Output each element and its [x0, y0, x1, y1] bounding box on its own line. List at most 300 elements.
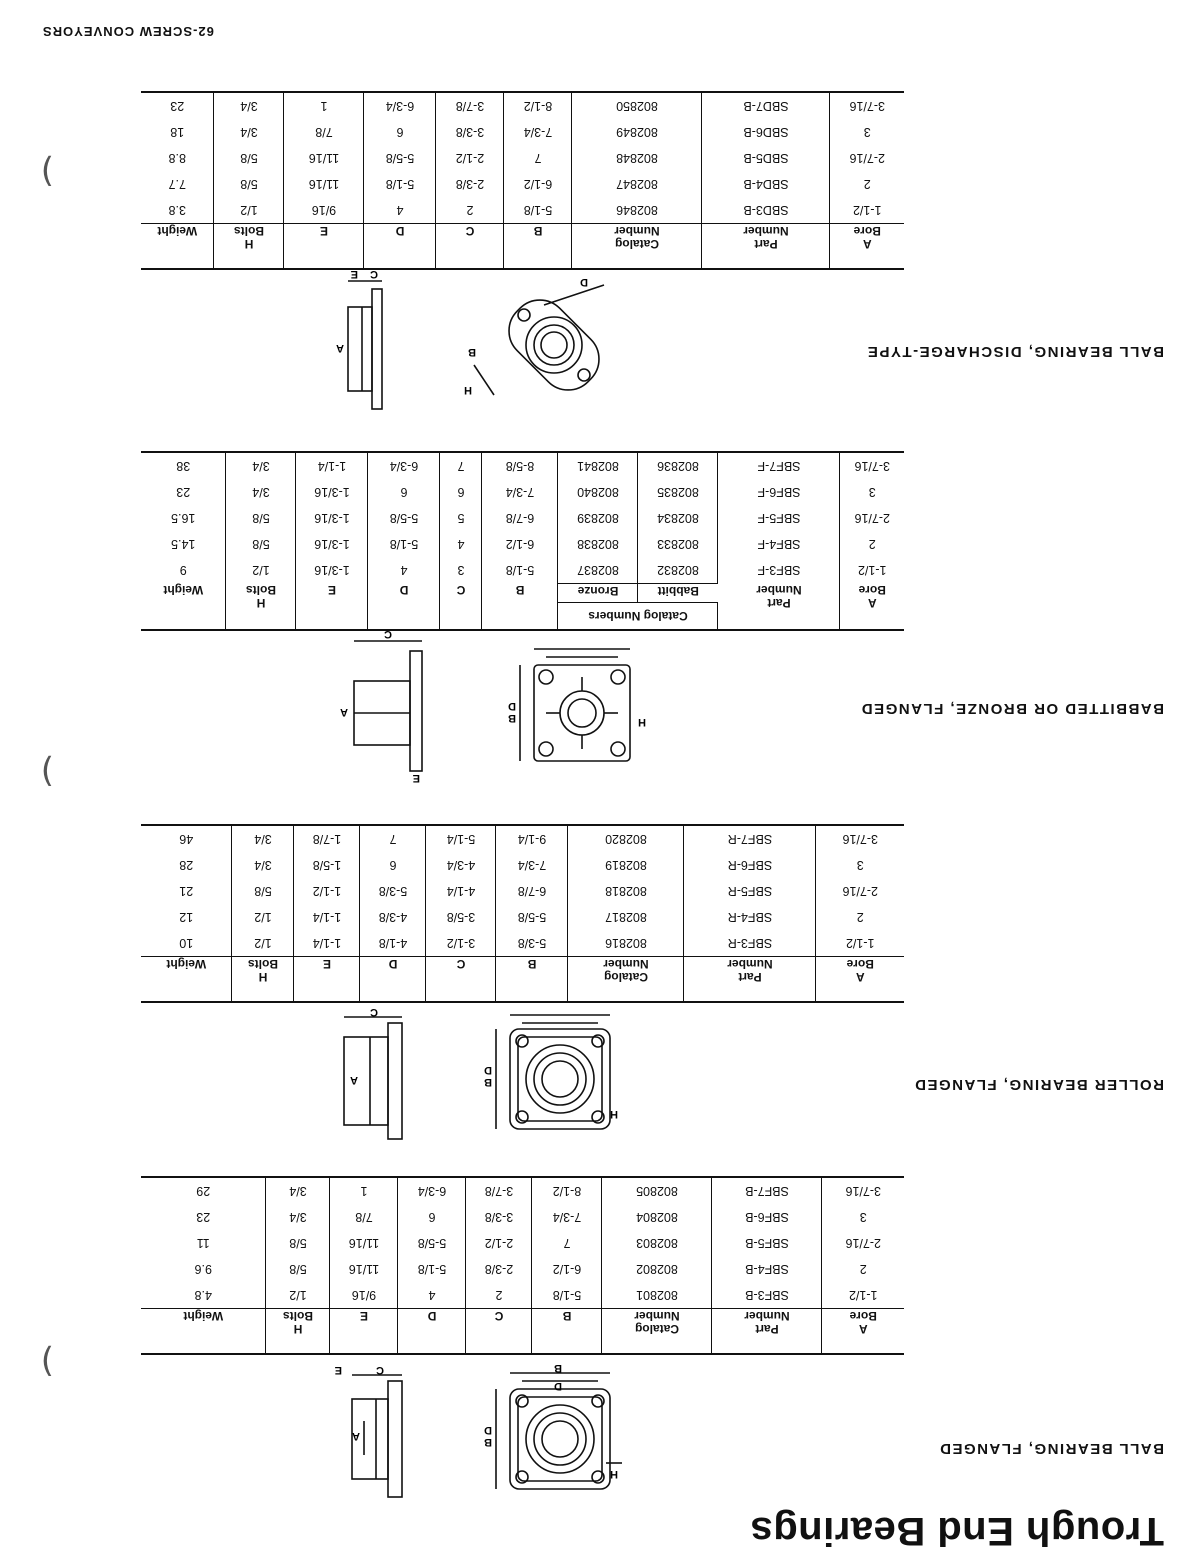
table-cell: 802818	[568, 878, 684, 904]
column-header-line: Weight	[166, 957, 207, 971]
table-cell: 1/2	[214, 197, 284, 224]
column-header	[141, 957, 232, 1003]
column-header-line: Number	[614, 224, 660, 238]
column-header	[840, 584, 904, 631]
column-header-line: Weight	[183, 1309, 224, 1323]
table-cell: 2	[863, 177, 871, 191]
table-row	[141, 1256, 904, 1282]
dimension-label-h: H	[638, 716, 646, 728]
column-header-line: Part	[738, 970, 762, 984]
table-row	[141, 1177, 904, 1204]
table-ball-bearing-discharge-type	[141, 91, 904, 270]
dimension-label-b: B	[484, 1076, 492, 1088]
dimension-label-c: C	[376, 1364, 384, 1376]
column-header	[141, 1309, 266, 1355]
table-row	[141, 505, 904, 531]
table-cell: SBF3-B	[712, 1282, 822, 1309]
table-cell: 4	[368, 557, 440, 584]
table-row	[141, 171, 904, 197]
table-cell: 5-3/8	[360, 878, 426, 904]
table-cell: 2	[466, 1282, 532, 1309]
column-header-line: Catalog	[604, 970, 649, 984]
table-cell: 7-3/4	[504, 119, 572, 145]
table-row	[141, 197, 904, 224]
table-cell: 5-5/8	[368, 505, 440, 531]
table-cell: 5-3/8	[496, 930, 568, 957]
binding-mark: )	[40, 151, 54, 191]
table-cell: SBF3-R	[684, 930, 816, 957]
table-row	[141, 557, 904, 584]
table-cell: 6	[368, 479, 440, 505]
column-header-line: H	[256, 596, 266, 611]
table-cell: 5-1/8	[398, 1256, 466, 1282]
table-cell: 12	[141, 904, 232, 930]
table-cell: 4	[440, 531, 482, 557]
diagram-ball-bearing-flanged	[324, 1362, 618, 1503]
table-cell: SBF4-B	[712, 1256, 822, 1282]
column-header-line: D	[388, 957, 398, 971]
table-cell: 802850	[572, 92, 702, 119]
table-cell: 802805	[602, 1177, 712, 1204]
dimension-label-e: E	[412, 772, 420, 784]
column-header	[284, 224, 364, 270]
table-cell: 6-1/2	[504, 171, 572, 197]
column-header	[141, 584, 226, 631]
table-cell: 7	[504, 145, 572, 171]
column-header-line: A	[858, 1322, 868, 1336]
table-cell: 6-3/4	[368, 452, 440, 479]
column-header	[638, 584, 718, 603]
column-header-line: E	[360, 1309, 369, 1323]
table-cell: 1/2	[266, 1282, 330, 1309]
table-row	[141, 479, 904, 505]
dimension-label-h: H	[610, 1108, 618, 1120]
table-cell: 3/4	[232, 852, 294, 878]
column-header-line: Number	[756, 583, 802, 598]
column-header-line: D	[399, 583, 409, 598]
table-cell: SBF7-F	[718, 452, 840, 479]
table-cell: 6	[364, 119, 436, 145]
table-cell: 8-1/2	[504, 92, 572, 119]
table-cell: 3-7/16	[842, 832, 878, 846]
column-header-line: Bore	[858, 583, 886, 598]
table-cell: 5-1/8	[532, 1282, 602, 1309]
dimension-label-b: B	[508, 712, 516, 724]
section-title-babbitted-or-bronze-flanged: BABBITTED OR BRONZE, FLANGED	[860, 700, 1164, 717]
table-cell: 5	[440, 505, 482, 531]
column-header-line: Bolts	[246, 583, 276, 598]
table-cell: 2	[859, 1262, 867, 1276]
column-header-line: Bolts	[234, 224, 264, 238]
table-cell: 6-7/8	[482, 505, 558, 531]
table-cell: 9.6	[141, 1256, 266, 1282]
column-header	[360, 957, 426, 1003]
table-cell: 4.8	[141, 1282, 266, 1309]
table-cell: 23	[141, 92, 214, 119]
table-cell: SBD3-B	[702, 197, 830, 224]
table-cell: 6	[398, 1204, 466, 1230]
table-cell: 6	[360, 852, 426, 878]
table-cell: 3-3/8	[466, 1204, 532, 1230]
dimension-label-c: C	[370, 1006, 378, 1018]
table-cell: 29	[141, 1177, 266, 1204]
table-cell: 14.5	[141, 531, 226, 557]
table-cell: 3-7/8	[466, 1177, 532, 1204]
column-header	[702, 224, 830, 270]
table-cell: 1-3/16	[296, 531, 368, 557]
table-cell: 2	[868, 537, 876, 551]
column-header-line: Bore	[853, 224, 881, 238]
column-header-line: Bolts	[248, 957, 278, 971]
table-cell: 5/8	[226, 505, 296, 531]
dimension-label-d: D	[484, 1064, 492, 1076]
diagram-ball-bearing-discharge-type	[324, 268, 644, 415]
dimension-label-c: C	[370, 268, 378, 280]
table-cell: 2-1/2	[466, 1230, 532, 1256]
column-group-header: Catalog Numbers	[558, 603, 718, 631]
column-header	[532, 1309, 602, 1355]
table-cell: 4-3/8	[360, 904, 426, 930]
table-cell: 802839	[558, 505, 638, 531]
column-header-line: D	[427, 1309, 437, 1323]
table-cell: 8-5/8	[482, 452, 558, 479]
column-header	[482, 584, 558, 631]
column-header-line: C	[456, 583, 466, 598]
table-cell: 802848	[572, 145, 702, 171]
column-header-line: B	[515, 583, 525, 598]
table-cell: 9-1/4	[496, 825, 568, 852]
table-cell: 3/4	[232, 825, 294, 852]
table-cell: SBF6-F	[718, 479, 840, 505]
table-cell: 2-7/16	[849, 151, 885, 165]
table-cell: SBF5-R	[684, 878, 816, 904]
table-cell: 802816	[568, 930, 684, 957]
column-header-line: Number	[603, 957, 649, 971]
table-cell: 5-5/8	[364, 145, 436, 171]
table-cell: 802834	[638, 505, 718, 531]
column-header	[602, 1309, 712, 1355]
table-cell: 3	[863, 125, 871, 139]
table-cell: 7/8	[330, 1204, 398, 1230]
table-cell: 802832	[638, 557, 718, 584]
table-cell: SBF6-R	[684, 852, 816, 878]
column-header-line: Bore	[846, 957, 874, 971]
column-header-line: Part	[767, 596, 791, 611]
table-cell: 5-1/8	[364, 171, 436, 197]
table-cell: 802836	[638, 452, 718, 479]
table-cell: 7	[532, 1230, 602, 1256]
table-cell: 1/2	[226, 557, 296, 584]
table-cell: 802849	[572, 119, 702, 145]
table-cell: SBF4-F	[718, 531, 840, 557]
table-cell: 4-3/4	[426, 852, 496, 878]
column-header-line: Bronze	[577, 584, 619, 598]
column-header	[816, 957, 904, 1003]
column-header-line: B	[533, 224, 543, 238]
table-cell: SBD4-B	[702, 171, 830, 197]
table-cell: 23	[141, 479, 226, 505]
column-header	[296, 584, 368, 631]
column-header-line: A	[855, 970, 865, 984]
table-cell: 11/16	[284, 171, 364, 197]
column-header-line: Number	[634, 1309, 680, 1323]
column-header	[266, 1309, 330, 1355]
table-row	[141, 852, 904, 878]
table-cell: 9	[141, 557, 226, 584]
table-cell: 23	[141, 1204, 266, 1230]
table-cell: 11/16	[330, 1256, 398, 1282]
table-cell: 1-1/4	[296, 452, 368, 479]
dimension-label-b: B	[484, 1436, 492, 1448]
table-cell: 6-7/8	[496, 878, 568, 904]
column-header-line: E	[320, 224, 329, 238]
table-cell: 1-5/8	[294, 852, 360, 878]
table-cell: 2-3/8	[466, 1256, 532, 1282]
table-cell: 6	[440, 479, 482, 505]
table-cell: 3	[859, 1210, 867, 1224]
table-cell: 11/16	[330, 1230, 398, 1256]
column-header	[141, 224, 214, 270]
table-row	[141, 930, 904, 957]
table-row	[141, 92, 904, 119]
table-cell: 4-1/8	[360, 930, 426, 957]
table-cell: 4-1/4	[426, 878, 496, 904]
table-cell: 3/4	[226, 452, 296, 479]
dimension-label-d: D	[580, 276, 588, 288]
dimension-label-a: A	[350, 1074, 358, 1086]
table-cell: 16.5	[141, 505, 226, 531]
table-cell: 9/16	[330, 1282, 398, 1309]
column-header-line: C	[456, 957, 466, 971]
column-header-line: Part	[755, 1322, 779, 1336]
table-cell: 1-1/2	[849, 1288, 878, 1302]
table-cell: 1-1/2	[858, 563, 887, 578]
column-header-line: Number	[727, 957, 773, 971]
table-cell: 3	[856, 858, 864, 872]
column-header	[232, 957, 294, 1003]
dimension-label-b: B	[554, 1362, 562, 1374]
table-cell: SBD6-B	[702, 119, 830, 145]
table-cell: 18	[141, 119, 214, 145]
column-header	[364, 224, 436, 270]
table-cell: 6-1/2	[482, 531, 558, 557]
section-title-ball-bearing-flanged: BALL BEARING, FLANGED	[938, 1440, 1164, 1457]
column-header-line: D	[395, 224, 405, 238]
table-row	[141, 878, 904, 904]
table-cell: 5/8	[266, 1256, 330, 1282]
table-row	[141, 452, 904, 479]
table-cell: SBD5-B	[702, 145, 830, 171]
table-cell: 1-1/2	[294, 878, 360, 904]
table-cell: SBF6-B	[712, 1204, 822, 1230]
dimension-label-h: H	[464, 384, 472, 396]
column-header-line: H	[244, 237, 254, 251]
table-cell: 5-1/4	[426, 825, 496, 852]
table-cell: SBF3-F	[718, 557, 840, 584]
column-header	[558, 584, 638, 603]
page-footer: 62-SCREW CONVEYORS	[42, 24, 214, 39]
table-cell: 11	[141, 1230, 266, 1256]
column-header	[496, 957, 568, 1003]
table-cell: 1-3/16	[296, 557, 368, 584]
column-header	[822, 1309, 904, 1355]
table-cell: 802803	[602, 1230, 712, 1256]
table-cell: 5-1/8	[504, 197, 572, 224]
table-cell: 4	[398, 1282, 466, 1309]
column-header	[504, 224, 572, 270]
table-cell: 3/4	[266, 1204, 330, 1230]
table-cell: 2	[436, 197, 504, 224]
table-cell: 3/4	[214, 92, 284, 119]
table-cell: 4	[364, 197, 436, 224]
table-cell: 7-3/4	[482, 479, 558, 505]
column-header-line: H	[293, 1322, 303, 1336]
column-header-line: H	[258, 970, 268, 984]
dimension-label-a: A	[336, 342, 344, 354]
table-cell: 5-1/8	[482, 557, 558, 584]
table-cell: 8-1/2	[532, 1177, 602, 1204]
table-cell: 802833	[638, 531, 718, 557]
column-header	[684, 957, 816, 1003]
column-header-line: E	[328, 583, 337, 598]
column-header-line: C	[494, 1309, 504, 1323]
column-header-line: Bore	[849, 1309, 877, 1323]
table-cell: 5/8	[214, 145, 284, 171]
column-header	[830, 224, 904, 270]
column-header-line: Bolts	[283, 1309, 313, 1323]
table-cell: 1-1/2	[846, 936, 875, 950]
column-header	[330, 1309, 398, 1355]
table-cell: 7-3/4	[496, 852, 568, 878]
table-row	[141, 904, 904, 930]
dimension-label-d: D	[554, 1380, 562, 1392]
table-cell: 11/16	[284, 145, 364, 171]
table-row	[141, 119, 904, 145]
dimension-label-d: D	[508, 700, 516, 712]
dimension-label-e: E	[350, 268, 358, 280]
dimension-label-h: H	[610, 1468, 618, 1480]
table-cell: 6-3/4	[364, 92, 436, 119]
table-cell: 2	[856, 910, 864, 924]
table-cell: SBF7-B	[712, 1177, 822, 1204]
table-cell: 1	[284, 92, 364, 119]
table-cell: 7	[440, 452, 482, 479]
table-row	[141, 1230, 904, 1256]
column-header	[718, 584, 840, 631]
table-cell: 1-3/16	[296, 505, 368, 531]
table-cell: 5/8	[266, 1230, 330, 1256]
column-header	[368, 584, 440, 631]
column-header	[712, 1309, 822, 1355]
column-header	[568, 957, 684, 1003]
dimension-label-d: D	[484, 1424, 492, 1436]
table-cell: 3.8	[141, 197, 214, 224]
binding-mark: )	[40, 751, 54, 791]
column-header	[398, 1309, 466, 1355]
column-header	[214, 224, 284, 270]
table-cell: 6-1/2	[532, 1256, 602, 1282]
column-header-line: Weight	[163, 583, 204, 598]
table-cell: 802804	[602, 1204, 712, 1230]
column-header-line: E	[323, 957, 332, 971]
dimension-label-e: E	[334, 1364, 342, 1376]
table-ball-bearing-flanged	[141, 1176, 904, 1355]
column-header-line: C	[465, 224, 475, 238]
table-cell: 21	[141, 878, 232, 904]
table-cell: 3-1/2	[426, 930, 496, 957]
table-cell: SBF4-R	[684, 904, 816, 930]
column-header-line: A	[867, 596, 877, 611]
table-cell: 2-7/16	[842, 884, 878, 898]
table-cell: 38	[141, 452, 226, 479]
table-cell: 1/2	[232, 930, 294, 957]
table-cell: 3-7/16	[854, 459, 890, 473]
column-header	[436, 224, 504, 270]
table-cell: 1-1/2	[853, 203, 882, 217]
table-row	[141, 825, 904, 852]
column-header-line: B	[562, 1309, 572, 1323]
table-babbitted-or-bronze-flanged	[141, 451, 904, 631]
table-cell: 3/4	[226, 479, 296, 505]
table-cell: 5-5/8	[398, 1230, 466, 1256]
table-cell: 802819	[568, 852, 684, 878]
dimension-label-a: A	[352, 1430, 360, 1442]
table-cell: 3-7/16	[849, 99, 885, 113]
table-cell: 7	[360, 825, 426, 852]
table-cell: 1-7/8	[294, 825, 360, 852]
table-cell: 802837	[558, 557, 638, 584]
table-cell: 1/2	[232, 904, 294, 930]
table-cell: 802817	[568, 904, 684, 930]
table-cell: 5/8	[232, 878, 294, 904]
column-header	[426, 957, 496, 1003]
table-row	[141, 1282, 904, 1309]
table-cell: 802802	[602, 1256, 712, 1282]
column-header	[440, 584, 482, 631]
table-cell: 802835	[638, 479, 718, 505]
table-cell: 1	[330, 1177, 398, 1204]
table-cell: 802820	[568, 825, 684, 852]
table-cell: 802841	[558, 452, 638, 479]
table-cell: 10	[141, 930, 232, 957]
table-cell: 802838	[558, 531, 638, 557]
table-cell: 3-5/8	[426, 904, 496, 930]
column-header-line: A	[862, 237, 872, 251]
table-cell: 5/8	[226, 531, 296, 557]
diagram-babbitted-or-bronze-flanged	[324, 628, 654, 784]
table-cell: 28	[141, 852, 232, 878]
table-cell: 5/8	[214, 171, 284, 197]
table-cell: 3/4	[266, 1177, 330, 1204]
column-header-line: Catalog	[615, 237, 660, 251]
dimension-label-c: C	[384, 628, 392, 640]
table-cell: 2-3/8	[436, 171, 504, 197]
table-cell: SBF7-R	[684, 825, 816, 852]
binding-mark: )	[40, 1341, 54, 1381]
table-cell: 9/16	[284, 197, 364, 224]
table-cell: 7/8	[284, 119, 364, 145]
table-row	[141, 1204, 904, 1230]
dimension-label-a: A	[340, 706, 348, 718]
table-cell: SBF5-B	[712, 1230, 822, 1256]
table-cell: 802846	[572, 197, 702, 224]
table-cell: 3-7/8	[436, 92, 504, 119]
table-cell: 5-5/8	[496, 904, 568, 930]
table-cell: 7-3/4	[532, 1204, 602, 1230]
column-header-line: Number	[743, 224, 789, 238]
section-title-ball-bearing-discharge-type: BALL BEARING, DISCHARGE-TYPE	[866, 343, 1164, 360]
table-cell: 3-3/8	[436, 119, 504, 145]
